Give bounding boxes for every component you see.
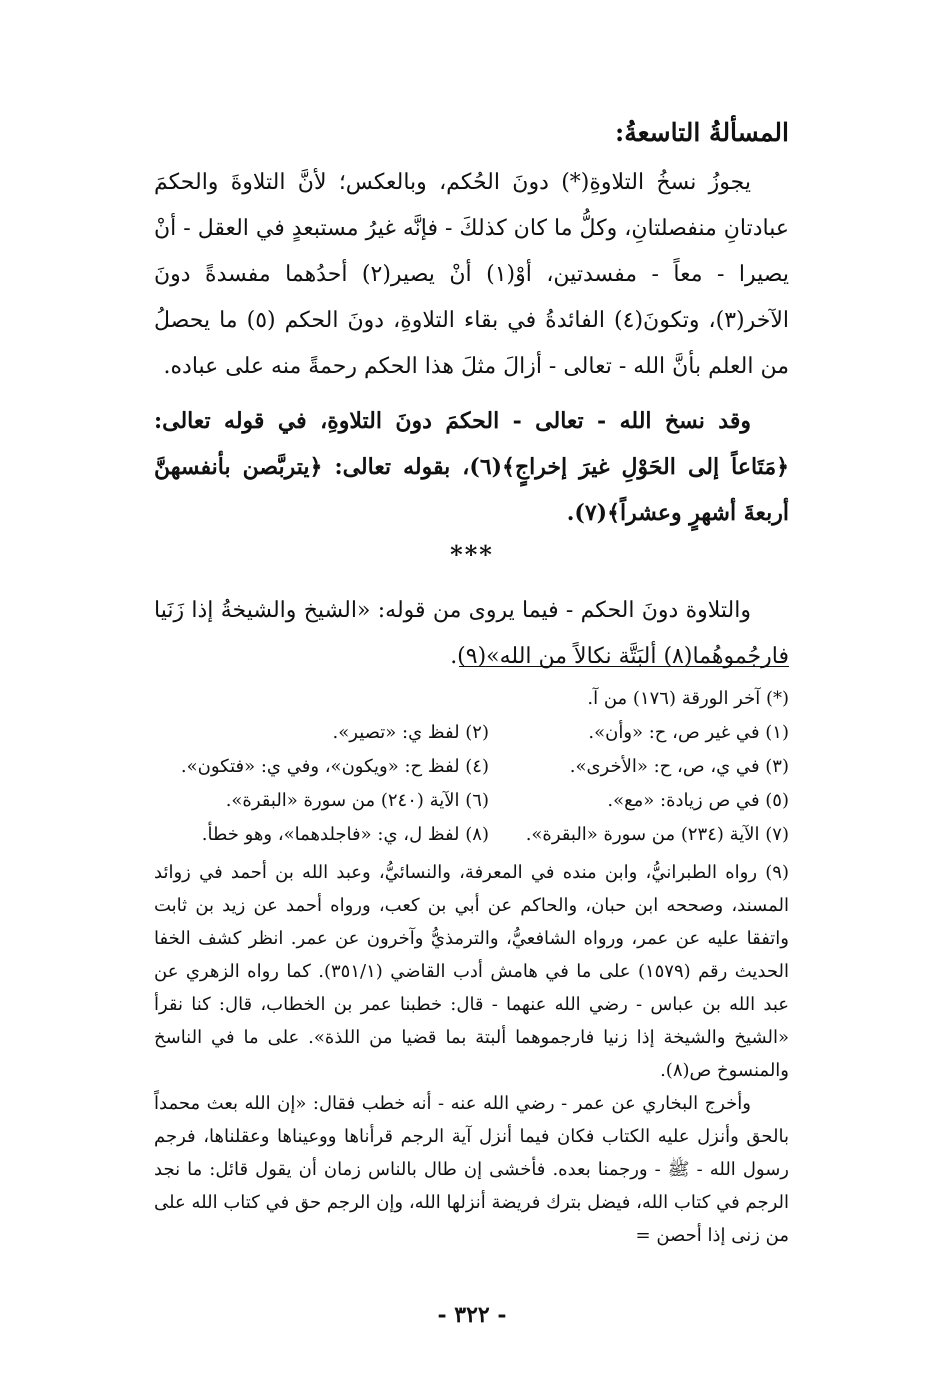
footnote-8: (٨) لفظ ل، ي: «فاجلدهما»، وهو خطأ. xyxy=(201,824,489,845)
paragraph-1 xyxy=(154,160,789,390)
footnote-3: (٣) في ي، ص، ح: «الأخرى». xyxy=(569,756,789,777)
paragraph-1-text: يجوزُ نسخُ التلاوةِ(*) دونَ الحُكم، وبالعكس؛ لأنَّ التلاوةَ والحكمَ عبادتانِ منفصلتانِ، وكلُّ ما كان كذلكَ - فإنَّه غيرُ مستبعدٍ في العقل - أنْ يصيرا - معاً - مفسدتين، أوْ(١) أنْ يصير(٢) أحدُهما مفسدةً دونَ الآخر(٣)، وتكونَ(٤) الفائدةُ في بقاء التلاوةِ، دونَ الحكم (٥) ما يحصلُ من العلم بأنَّ الله - تعالى - أزالَ مثلَ هذا الحكم رحمةً منه على عباده. xyxy=(154,170,789,379)
footnote-1: (١) في غير ص، ح: «وأن». xyxy=(588,722,789,743)
footnote-row xyxy=(154,716,789,750)
paragraph-2-text: وقد نسخ الله - تعالى - الحكمَ دونَ التلاوةِ، في قوله تعالى: ﴿مَتَاعاً إلى الحَوْلِ غيرَ إخراجٍ﴾(٦)، بقوله تعالى: ﴿يتربَّصن بأنفسهنَّ أربعةَ أشهرٍ وعشراً﴾(٧). xyxy=(154,408,789,526)
footnote-2: (٢) لفظ ي: «تصير». xyxy=(332,722,489,743)
page-number: - ٣٢٢ - xyxy=(437,1302,507,1328)
footnote-9b-text: وأخرج البخاري عن عمر - رضي الله عنه - أنه خطب فقال: «إن الله بعث محمداً بالحق وأنزل عليه الكتاب فكان فيما أنزل آية الرجم قرأناها ووعيناها وعقلناها، فرجم رسول الله - ﷺ - ورجمنا بعده. فأخشى إن طال بالناس زمان أن يقول قائل: ما نجد الرجم في كتاب الله، فيضل بترك فريضة أنزلها الله، وإن الرجم حق في كتاب الله على من زنى إذا أحصن = xyxy=(154,1093,789,1246)
footnote-row xyxy=(154,750,789,784)
footnote-star: (*) آخر الورقة (١٧٦) من آ. xyxy=(587,688,789,709)
footnote-9-continuation xyxy=(154,1087,789,1252)
footnotes-short xyxy=(154,682,789,852)
footnote-row xyxy=(154,818,789,852)
section-heading: المسألةُ التاسعةُ: xyxy=(614,118,789,147)
footnote-5: (٥) في ص زيادة: «مع». xyxy=(607,790,789,811)
footnote-4: (٤) لفظ ح: «ويكون»، وفي ي: «فتكون». xyxy=(180,756,489,777)
footnote-6: (٦) الآية (٢٤٠) من سورة «البقرة». xyxy=(225,790,489,811)
footnote-separator xyxy=(459,666,789,667)
footnote-row xyxy=(154,784,789,818)
footnote-9-text: (٩) رواه الطبرانيُّ، وابن منده في المعرفة، والنسائيُّ، وعبد الله بن أحمد في زوائد المسند، وصححه ابن حبان، والحاكم عن أبي بن كعب، ورواه أحمد عن زيد بن ثابت واتفقا عليه عن عمر، ورواه الشافعيُّ، والترمذيُّ وآخرون عن عمر. انظر كشف الخفا الحديث رقم (١٥٧٩) على ما في هامش أدب القاضي (٣٥١/١). كما رواه الزهري عن عبد الله بن عباس - رضي الله عنهما - قال: خطبنا عمر بن الخطاب، قال: كنا نقرأ «الشيخ والشيخة إذا زنيا فارجموهما ألبتة بما قضيا من اللذة». على ما في الناسخ والمنسوخ ص(٨). xyxy=(154,862,789,1081)
paragraph-2 xyxy=(154,398,789,536)
section-divider-stars: *** xyxy=(450,540,494,569)
footnote-7: (٧) الآية (٢٣٤) من سورة «البقرة». xyxy=(525,824,789,845)
footnote-9 xyxy=(154,856,789,1252)
footnote-row xyxy=(154,682,789,716)
paragraph-3-text: والتلاوة دونَ الحكم - فيما يروى من قوله: «الشيخ والشيخةُ إذا زَنَيا فارجُموهُما(٨) ألبَتَّة نكالاً من الله»(٩). xyxy=(154,598,789,669)
